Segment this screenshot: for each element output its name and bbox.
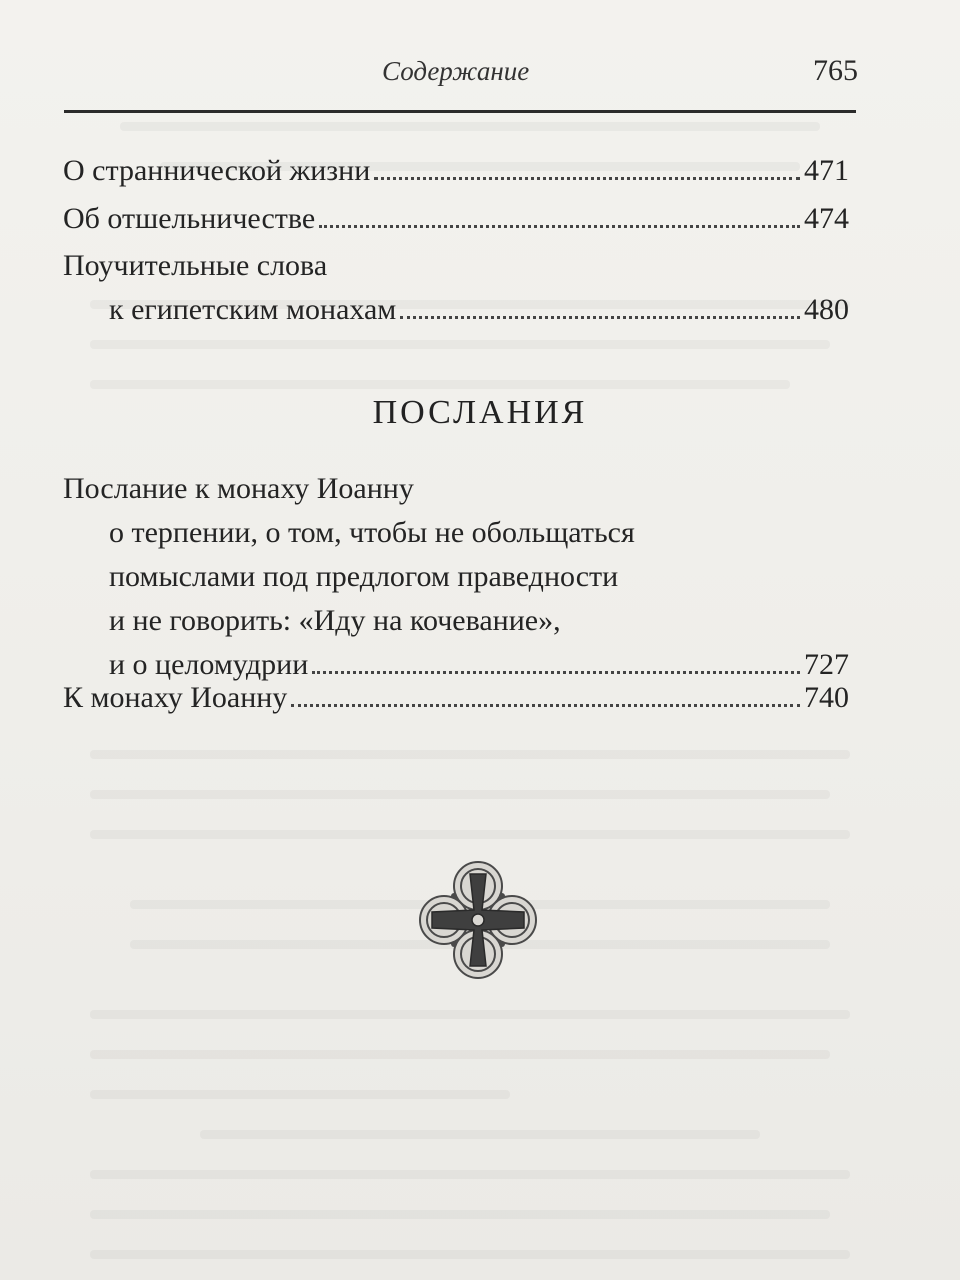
toc-entry-title-continued: и о целомудрии <box>109 648 309 681</box>
toc-entry-title-continued: к египетским монахам <box>109 293 397 326</box>
toc-entry-page: 480 <box>804 293 849 326</box>
toc-entry-page: 740 <box>804 681 849 714</box>
section-heading: ПОСЛАНИЯ <box>372 394 588 431</box>
dot-leader <box>319 225 800 228</box>
toc-entry <box>63 244 849 332</box>
dot-leader <box>312 671 800 674</box>
toc-entry-title: Об отшельничестве <box>63 202 316 235</box>
toc-entry-title: О страннической жизни <box>63 154 371 187</box>
toc-entry-page: 474 <box>804 202 849 235</box>
dot-leader <box>291 704 800 707</box>
toc-entry-title-continued: и не говорить: «Иду на кочевание», <box>109 604 561 637</box>
dot-leader <box>400 316 800 319</box>
toc-entry-page: 471 <box>804 154 849 187</box>
toc-entry <box>63 676 849 720</box>
toc-entry-title-continued: о терпении, о том, чтобы не обольщаться <box>109 516 635 549</box>
header-rule <box>64 110 856 113</box>
toc-entry <box>63 197 849 241</box>
toc-entry <box>63 149 849 193</box>
toc-entry-title: Послание к монаху Иоанну <box>63 472 414 505</box>
floral-cross-icon <box>414 856 542 984</box>
dot-leader <box>374 177 800 180</box>
page-number: 765 <box>813 54 858 87</box>
toc-entry-title: Поучительные слова <box>63 249 328 282</box>
toc-entry-title-continued: помыслами под предлогом праведности <box>109 560 619 593</box>
toc-entry <box>63 467 849 687</box>
toc-entry-title: К монаху Иоанну <box>63 681 288 714</box>
running-title: Содержание <box>382 56 530 86</box>
toc-entry-page: 727 <box>804 648 849 681</box>
